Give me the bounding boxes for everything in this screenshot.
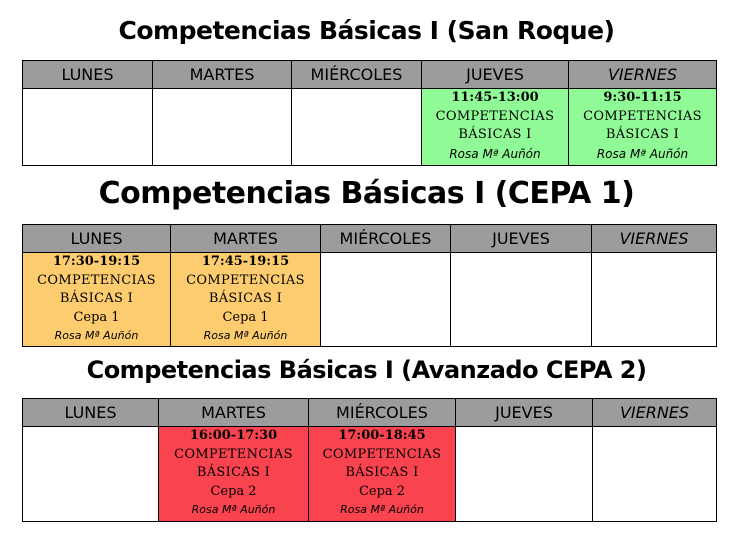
slot-place: Cepa 2 bbox=[358, 483, 406, 499]
slot-time: 17:00-18:45 bbox=[338, 428, 426, 443]
slot-row bbox=[23, 253, 717, 347]
slot-subject: COMPETENCIAS BÁSICAS I bbox=[186, 272, 305, 307]
section-title-avanzado-cepa-2: Competencias Básicas I (Avanzado CEPA 2) bbox=[86, 356, 647, 384]
slot-empty-lunes bbox=[23, 427, 159, 522]
section-title-cepa-1: Competencias Básicas I (CEPA 1) bbox=[98, 176, 635, 211]
slot-subject: COMPETENCIAS BÁSICAS I bbox=[174, 446, 293, 481]
slot-empty-martes bbox=[153, 89, 292, 166]
header-row bbox=[23, 399, 717, 427]
header-row bbox=[23, 225, 717, 253]
slot-row bbox=[23, 427, 717, 522]
slot-teacher: Rosa Mª Auñón bbox=[203, 329, 288, 343]
day-header-lunes: LUNES bbox=[23, 225, 171, 253]
slot-teacher: Rosa Mª Auñón bbox=[449, 146, 541, 161]
day-header-jueves: JUEVES bbox=[451, 225, 592, 253]
schedule-table-avanzado-cepa-2 bbox=[22, 398, 717, 522]
slot-time: 17:30-19:15 bbox=[52, 254, 141, 269]
slot-subject: COMPETENCIAS BÁSICAS I bbox=[322, 446, 442, 481]
slot-place: Cepa 1 bbox=[73, 309, 120, 325]
schedule-table-cepa-1 bbox=[22, 224, 717, 347]
day-header-martes: MARTES bbox=[171, 225, 321, 253]
slot-subject: COMPETENCIAS BÁSICAS I bbox=[37, 272, 156, 307]
slot-miercoles bbox=[309, 427, 456, 522]
slot-time: 17:45-19:15 bbox=[201, 254, 290, 269]
day-header-viernes: VIERNES bbox=[593, 399, 717, 427]
day-header-miercoles: MIÉRCOLES bbox=[321, 225, 451, 253]
slot-empty-jueves bbox=[451, 253, 592, 347]
header-row bbox=[23, 61, 717, 89]
schedule-table-san-roque bbox=[22, 60, 717, 166]
slot-place: Cepa 1 bbox=[222, 309, 269, 325]
day-header-lunes: LUNES bbox=[23, 61, 153, 89]
slot-empty-viernes bbox=[593, 427, 717, 522]
slot-empty-miercoles bbox=[321, 253, 451, 347]
slot-row bbox=[23, 89, 717, 166]
slot-time: 11:45-13:00 bbox=[451, 90, 539, 105]
slot-teacher: Rosa Mª Auñón bbox=[54, 329, 139, 343]
day-header-miercoles: MIÉRCOLES bbox=[309, 399, 456, 427]
slot-subject: COMPETENCIAS BÁSICAS I bbox=[435, 108, 555, 143]
day-header-lunes: LUNES bbox=[23, 399, 159, 427]
slot-time: 16:00-17:30 bbox=[189, 428, 278, 443]
slot-empty-lunes bbox=[23, 89, 153, 166]
slot-lunes bbox=[23, 253, 171, 347]
slot-martes bbox=[159, 427, 309, 522]
slot-teacher: Rosa Mª Auñón bbox=[596, 146, 689, 161]
day-header-viernes: VIERNES bbox=[592, 225, 717, 253]
slot-teacher: Rosa Mª Auñón bbox=[191, 503, 276, 517]
slot-empty-viernes bbox=[592, 253, 717, 347]
slot-teacher: Rosa Mª Auñón bbox=[340, 503, 424, 517]
slot-jueves bbox=[422, 89, 569, 166]
day-header-viernes: VIERNES bbox=[569, 61, 717, 89]
day-header-martes: MARTES bbox=[159, 399, 309, 427]
slot-time: 9:30-11:15 bbox=[603, 90, 682, 105]
day-header-jueves: JUEVES bbox=[456, 399, 593, 427]
slot-martes bbox=[171, 253, 321, 347]
slot-viernes bbox=[569, 89, 717, 166]
day-header-martes: MARTES bbox=[153, 61, 292, 89]
slot-subject: COMPETENCIAS BÁSICAS I bbox=[583, 108, 702, 143]
section-title-san-roque: Competencias Básicas I (San Roque) bbox=[118, 16, 615, 45]
day-header-miercoles: MIÉRCOLES bbox=[292, 61, 422, 89]
day-header-jueves: JUEVES bbox=[422, 61, 569, 89]
slot-place: Cepa 2 bbox=[210, 483, 257, 499]
slot-empty-miercoles bbox=[292, 89, 422, 166]
slot-empty-jueves bbox=[456, 427, 593, 522]
